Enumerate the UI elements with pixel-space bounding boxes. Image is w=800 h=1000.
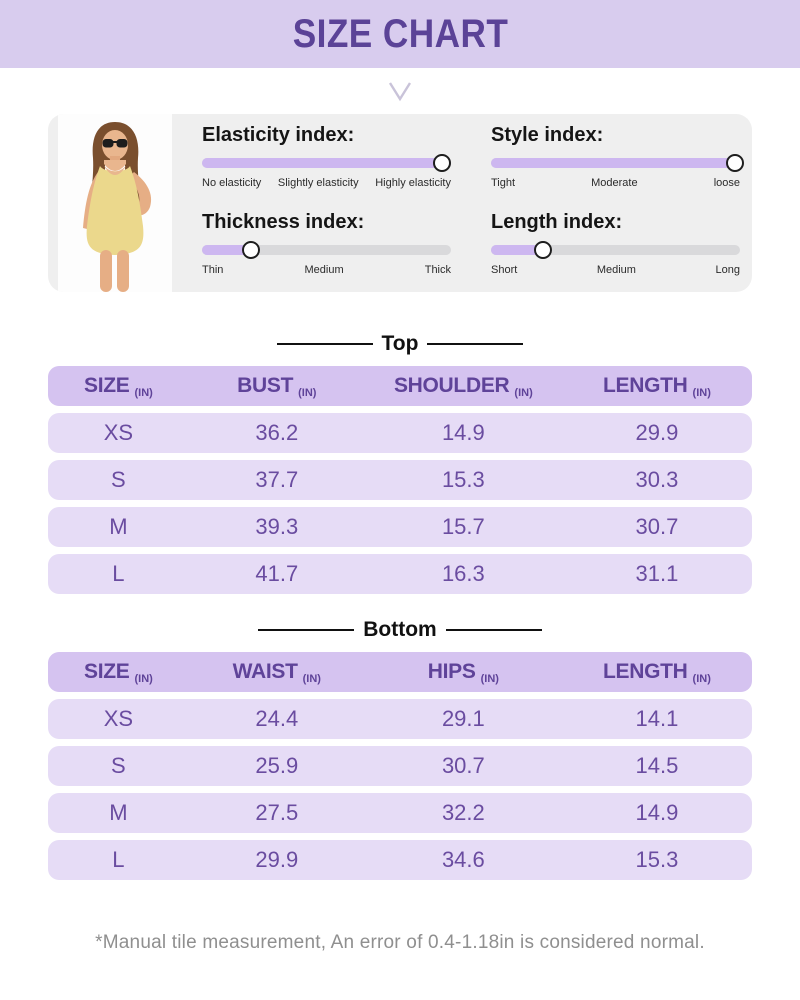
elasticity-index-label: Elasticity index: [202, 124, 355, 146]
scale-label: Short [491, 263, 518, 276]
index-block-elasticity [202, 124, 451, 198]
value-cell: 14.5 [635, 753, 679, 778]
model-leg-right [117, 250, 129, 292]
scale-label: Tight [491, 177, 516, 189]
unit-label: (IN) [134, 387, 153, 399]
size-cell: L [112, 561, 125, 586]
table-row-size-s [48, 460, 752, 500]
length-index-label: Length index: [491, 210, 623, 233]
value-cell: 30.3 [635, 467, 679, 492]
length-scale-labels [491, 264, 740, 276]
heading-rule [446, 629, 542, 631]
column-name: SIZE [83, 660, 130, 683]
value-cell: 29.9 [255, 847, 299, 872]
value-cell: 15.7 [441, 514, 485, 539]
table-row-size-xs [48, 413, 752, 453]
size-cell: XS [103, 706, 134, 731]
header-cell-length [562, 366, 752, 406]
elasticity-slider-knob[interactable] [433, 154, 451, 172]
column-name: LENGTH [603, 374, 688, 397]
elasticity-scale-labels [202, 177, 451, 189]
table-row-size-l [48, 554, 752, 594]
unit-label: (IN) [692, 387, 711, 399]
header-cell-bust [189, 366, 365, 406]
thickness-scale-labels [202, 264, 451, 276]
header-cell-size [48, 652, 189, 692]
scale-label: loose [713, 177, 740, 189]
value-cell: 25.9 [255, 753, 299, 778]
value-cell: 36.2 [255, 420, 299, 445]
scale-label: Thick [424, 263, 451, 276]
scale-label: No elasticity [202, 177, 262, 189]
header-cell-length [562, 652, 752, 692]
index-block-length [491, 211, 740, 285]
size-cell: S [111, 753, 126, 778]
value-cell: 24.4 [255, 706, 299, 731]
model-leg-left [100, 250, 112, 292]
size-cell: S [111, 467, 126, 492]
size-cell: M [109, 800, 128, 825]
value-cell: 30.7 [635, 514, 679, 539]
value-cell: 15.3 [635, 847, 679, 872]
scale-label: Highly elasticity [375, 177, 451, 189]
style-scale-labels [491, 177, 740, 189]
column-name: HIPS [427, 660, 476, 683]
table-header-row [48, 366, 752, 406]
unit-label: (IN) [514, 387, 533, 399]
product-info-card [48, 114, 752, 292]
unit-label: (IN) [302, 673, 321, 685]
thickness-index-label: Thickness index: [202, 210, 365, 233]
scale-label: Thin [202, 263, 224, 276]
elasticity-slider-fill [202, 158, 451, 168]
size-table-bottom [48, 652, 752, 880]
index-block-thickness [202, 211, 451, 285]
value-cell: 15.3 [441, 467, 485, 492]
size-tables [0, 332, 800, 880]
unit-label: (IN) [298, 387, 317, 399]
size-table-top [48, 366, 752, 594]
section-heading-bottom [0, 618, 800, 642]
value-cell: 16.3 [441, 561, 485, 586]
product-photo [58, 114, 172, 292]
unit-label: (IN) [692, 673, 711, 685]
value-cell: 27.5 [255, 800, 299, 825]
value-cell: 14.9 [441, 420, 485, 445]
footnote: *Manual tile measurement, An error of 0.4-1.18in is considered normal. [95, 932, 705, 953]
table-row-size-m [48, 793, 752, 833]
index-sliders [172, 114, 752, 292]
scale-label: Moderate [591, 177, 638, 189]
banner [0, 0, 800, 68]
size-cell: L [112, 847, 125, 872]
page-title: SIZE CHART [292, 11, 508, 56]
value-cell: 41.7 [255, 561, 299, 586]
scale-label: Long [715, 263, 740, 276]
heading-rule [258, 629, 354, 631]
section-heading-top [0, 332, 800, 356]
style-slider-fill [491, 158, 740, 168]
style-slider[interactable] [491, 158, 740, 168]
size-cell: XS [103, 420, 134, 445]
header-cell-size [48, 366, 189, 406]
table-row-size-l [48, 840, 752, 880]
scale-label: Medium [596, 263, 636, 276]
column-name: BUST [237, 374, 294, 397]
unit-label: (IN) [480, 673, 499, 685]
value-cell: 29.1 [441, 706, 485, 731]
section-title: Top [381, 332, 419, 355]
value-cell: 31.1 [635, 561, 679, 586]
thickness-slider[interactable] [202, 245, 451, 255]
chevron-down-icon [0, 68, 800, 114]
table-row-size-xs [48, 699, 752, 739]
table-header-row [48, 652, 752, 692]
length-slider-knob[interactable] [534, 241, 552, 259]
value-cell: 29.9 [635, 420, 679, 445]
chevron-down-icon [385, 80, 415, 102]
header-cell-hips [365, 652, 562, 692]
elasticity-slider[interactable] [202, 158, 451, 168]
style-slider-knob[interactable] [726, 154, 744, 172]
model-illustration [58, 114, 172, 292]
column-name: SHOULDER [393, 374, 510, 397]
table-row-size-m [48, 507, 752, 547]
value-cell: 14.1 [635, 706, 679, 731]
table-row-size-s [48, 746, 752, 786]
value-cell: 34.6 [441, 847, 485, 872]
heading-rule [277, 343, 373, 345]
section-title: Bottom [363, 618, 437, 641]
style-index-label: Style index: [491, 124, 604, 146]
heading-rule [427, 343, 523, 345]
value-cell: 14.9 [635, 800, 679, 825]
length-slider[interactable] [491, 245, 740, 255]
column-name: WAIST [232, 660, 298, 683]
thickness-slider-knob[interactable] [242, 241, 260, 259]
size-cell: M [109, 514, 128, 539]
value-cell: 30.7 [441, 753, 485, 778]
unit-label: (IN) [134, 673, 153, 685]
column-name: SIZE [83, 374, 130, 397]
value-cell: 32.2 [441, 800, 485, 825]
header-cell-shoulder [365, 366, 562, 406]
header-cell-waist [189, 652, 365, 692]
value-cell: 37.7 [255, 467, 299, 492]
scale-label: Slightly elasticity [277, 177, 359, 189]
column-name: LENGTH [603, 660, 688, 683]
scale-label: Medium [304, 263, 344, 276]
index-block-style [491, 124, 740, 198]
value-cell: 39.3 [255, 514, 299, 539]
